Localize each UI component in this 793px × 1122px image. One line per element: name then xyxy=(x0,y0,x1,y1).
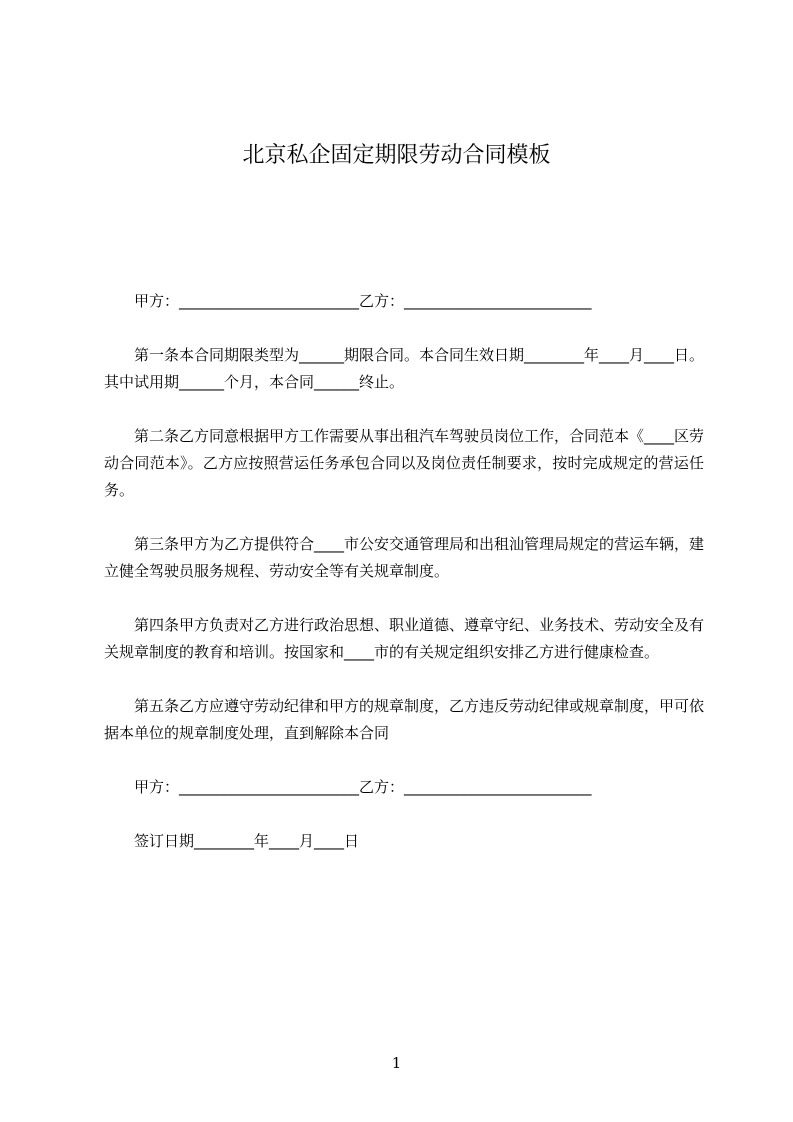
article-1: 第一条本合同期限类型为______期限合同。本合同生效日期________年____月____日。其中试用期______个月，本合同______终止。 xyxy=(104,346,705,391)
contract-body xyxy=(104,288,704,855)
article-5: 第五条乙方应遵守劳动纪律和甲方的规章制度，乙方违反劳动纪律或规章制度，甲可依据本单位的规章制度处理，直到解除本合同 xyxy=(104,697,705,742)
article-4: 第四条甲方负责对乙方进行政治思想、职业道德、遵章守纪、业务技术、劳动安全及有关规章制度的教育和培训。按国家和____市的有关规定组织安排乙方进行健康检查。 xyxy=(104,616,705,661)
page-title: 北京私企固定期限劳动合同模板 xyxy=(242,143,551,168)
sign-date-line: 签订日期________年____月____日 xyxy=(134,832,360,850)
parties-line-top: 甲方：________________________乙方：_________________________ xyxy=(134,292,592,310)
article-2: 第二条乙方同意根据甲方工作需要从事出租汽车驾驶员岗位工作，合同范本《____区劳动合同范本》。乙方应按照营运任务承包合同以及岗位责任制要求，按时完成规定的营运任务。 xyxy=(104,427,705,499)
parties-line-bottom: 甲方：________________________乙方：_________________________ xyxy=(134,778,592,796)
page-number: 1 xyxy=(391,1054,402,1072)
article-3: 第三条甲方为乙方提供符合____市公安交通管理局和出租汕管理局规定的营运车辆，建立健全驾驶员服务规程、劳动安全等有关规章制度。 xyxy=(104,535,705,580)
